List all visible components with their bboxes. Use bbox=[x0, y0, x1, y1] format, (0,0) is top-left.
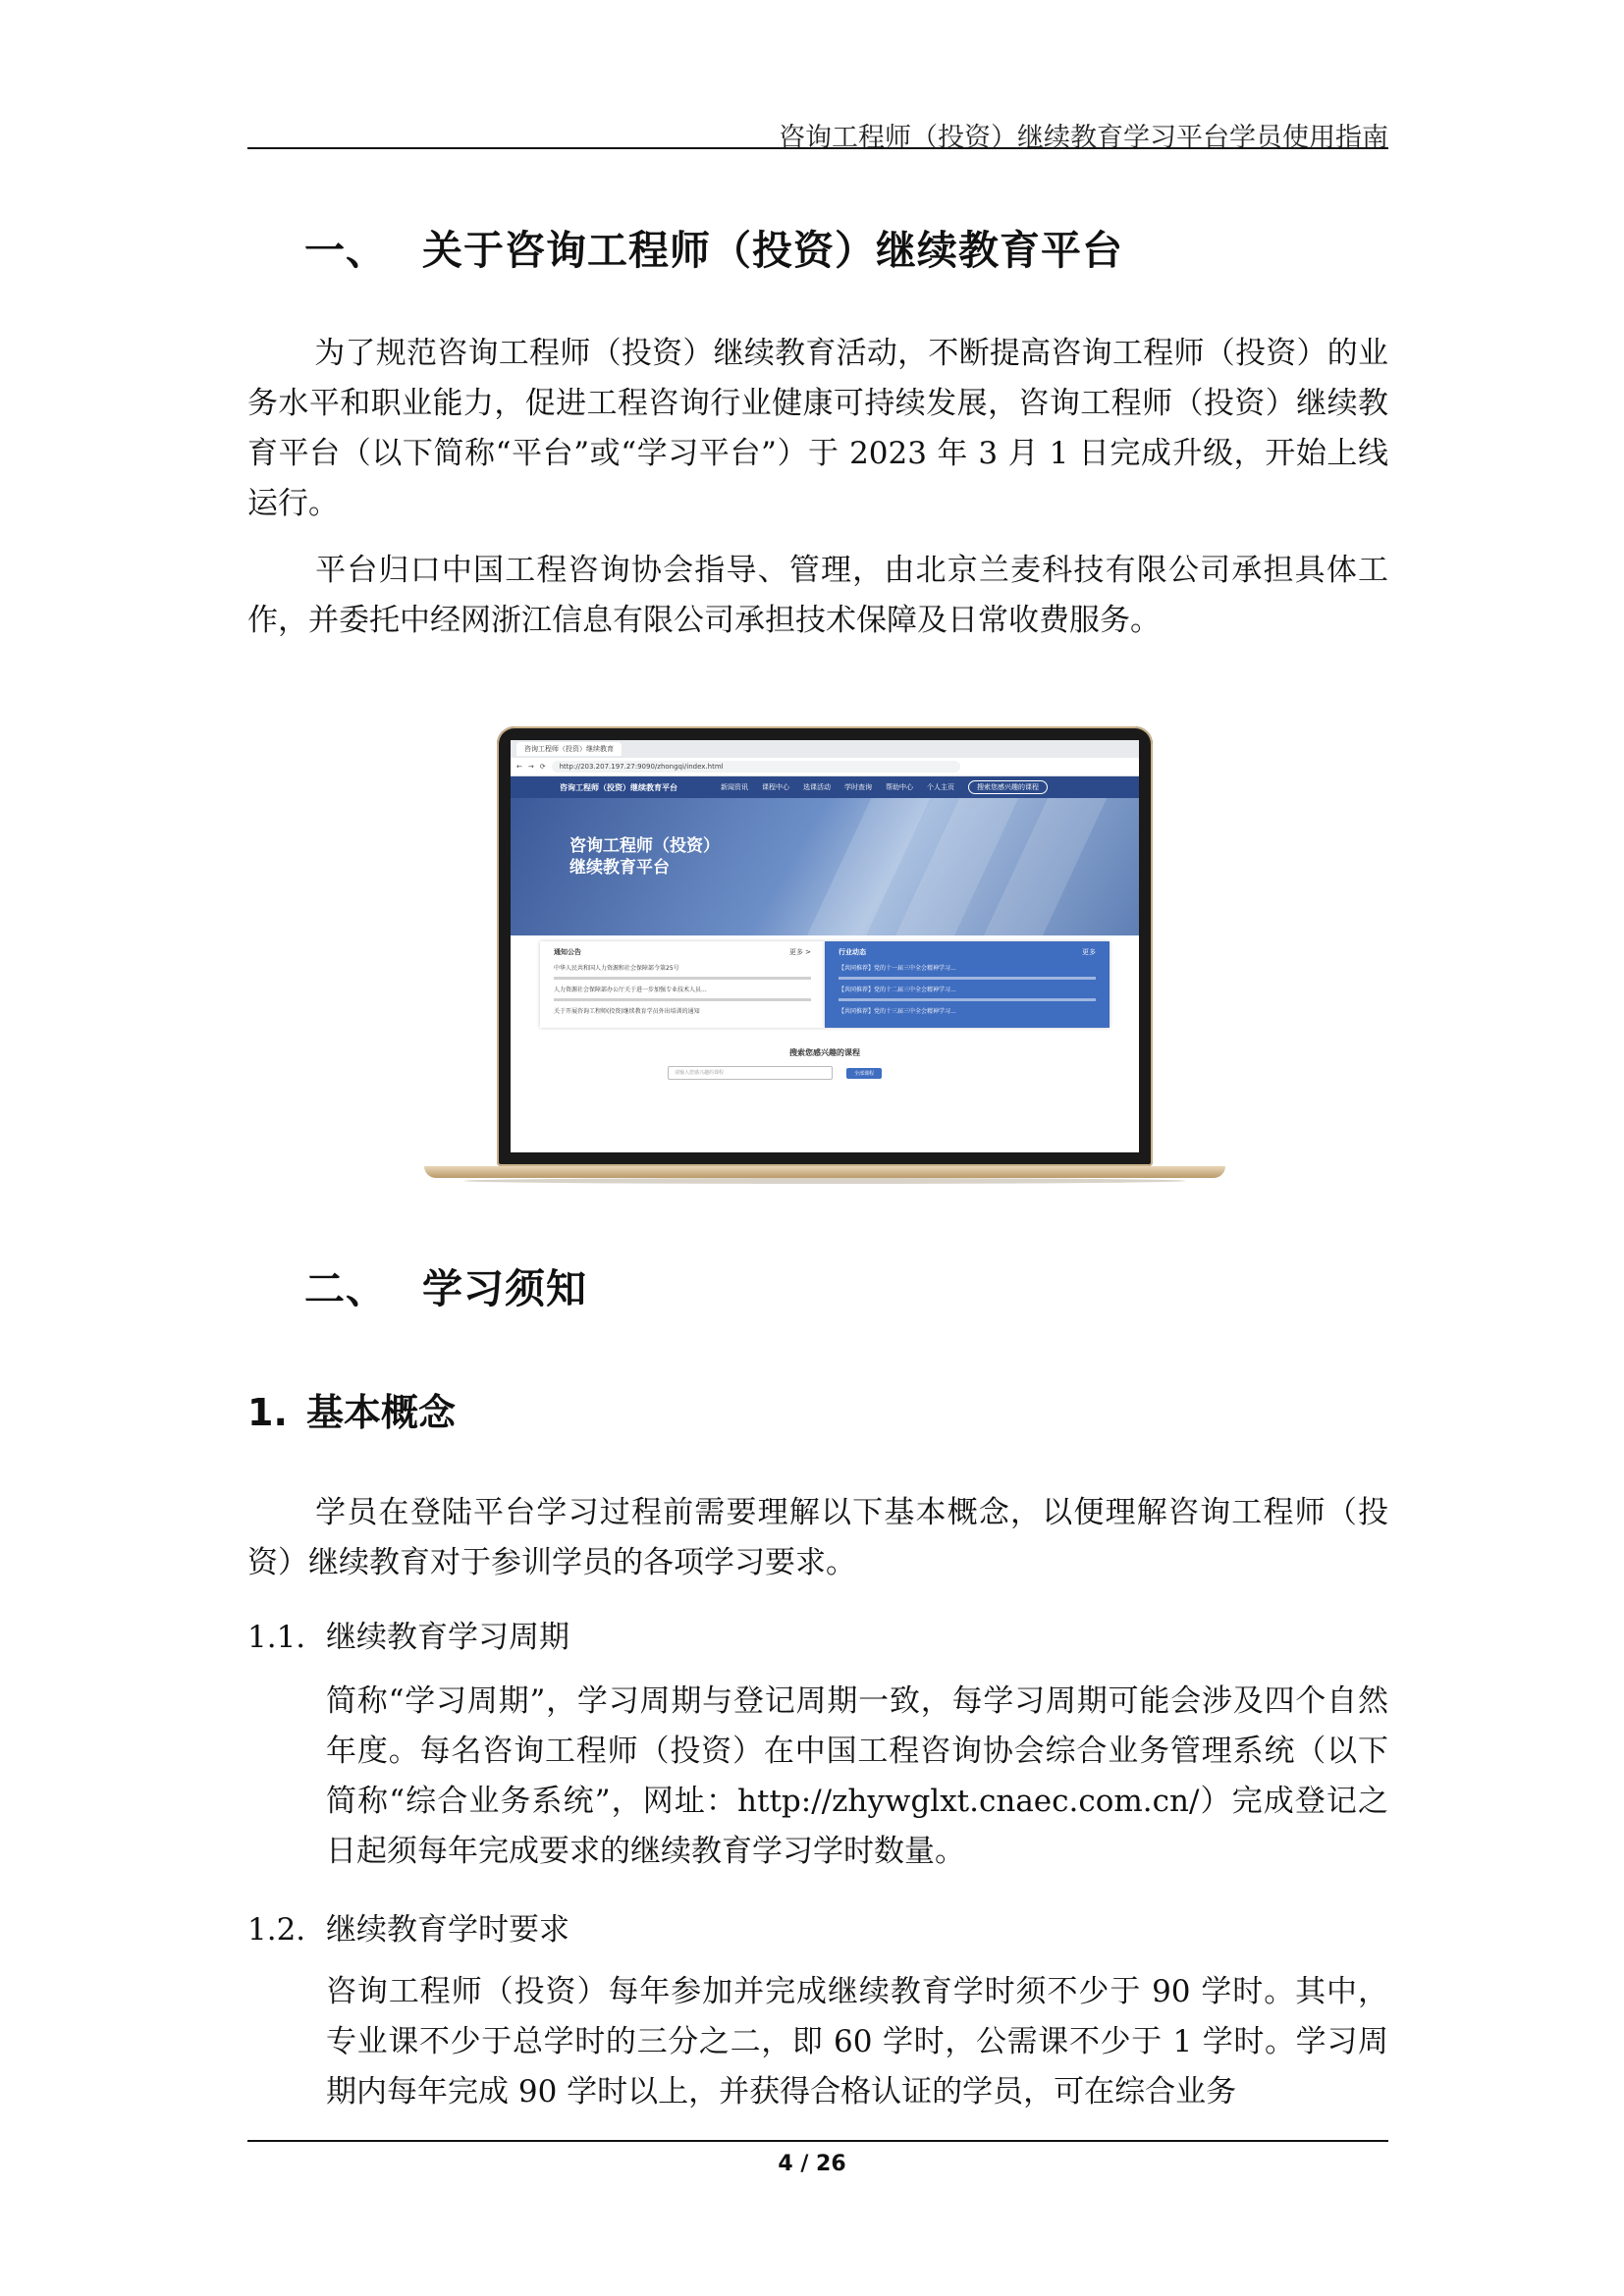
site-search: 搜索您感兴趣的课程 bbox=[968, 780, 1048, 794]
item12-paragraph: 咨询工程师（投资）每年参加并完成继续教育学时须不少于 90 学时。其中，专业课不少于总学时的三分之二，即 60 学时，公需课不少于 1 学时。学习周期内每年完成 90 学时以上，并获得合格认证的学员，可在综合业务 bbox=[326, 1974, 1388, 2109]
browser-tab: 咨询工程师（投资）继续教育 bbox=[516, 742, 622, 756]
course-search-row bbox=[668, 1066, 882, 1080]
section2-number: 二、 bbox=[304, 1265, 387, 1312]
notice-item: 关于开展咨询工程师(投资)继续教育学员外出培训的通知 bbox=[554, 1008, 700, 1015]
section1-para2-text: 平台归口中国工程咨询协会指导、管理，由北京兰麦科技有限公司承担具体工作，并委托中经网浙江信息有限公司承担技术保障及日常收费服务。 bbox=[247, 553, 1388, 638]
notice-panel bbox=[540, 941, 825, 1028]
laptop-screen bbox=[511, 740, 1139, 1152]
notice-more-link: 更多 > bbox=[788, 948, 811, 956]
nav-item: 新闻资讯 bbox=[721, 783, 748, 791]
item11-number: 1.1. bbox=[247, 1620, 306, 1655]
forward-icon: → bbox=[527, 763, 534, 771]
nav-item: 帮助中心 bbox=[886, 783, 913, 791]
laptop-shadow bbox=[463, 1178, 1186, 1184]
nav-item: 学时查询 bbox=[844, 783, 872, 791]
footer-rule bbox=[247, 2140, 1388, 2142]
banner-line1: 咨询工程师（投资） bbox=[569, 836, 720, 856]
nav-item: 个人主页 bbox=[927, 783, 954, 791]
course-search-button: 全部课程 bbox=[846, 1068, 882, 1079]
news-item: 【共同推荐】党的十二届三中全会精神学习... bbox=[839, 987, 956, 993]
section2-title: 学习须知 bbox=[422, 1265, 587, 1312]
site-navbar bbox=[511, 776, 1139, 798]
section1-title: 关于咨询工程师（投资）继续教育平台 bbox=[422, 227, 1123, 274]
url-field: http://203.207.197.27:9090/zhongqi/index.html bbox=[552, 761, 960, 773]
course-search-input: 请输入您感兴趣的课程 bbox=[668, 1066, 833, 1080]
news-panel bbox=[825, 941, 1110, 1028]
notice-item: 中华人民共和国人力资源和社会保障部令第25号 bbox=[554, 965, 679, 972]
section1-paragraph2 bbox=[247, 546, 1388, 646]
section1-heading bbox=[304, 218, 1123, 276]
reload-icon: ⟳ bbox=[539, 763, 546, 771]
section1-paragraph1 bbox=[247, 329, 1388, 529]
subsection1-number: 1. bbox=[247, 1391, 288, 1434]
news-panel-title: 行业动态 bbox=[839, 948, 866, 956]
site-brand: 咨询工程师（投资）继续教育平台 bbox=[560, 782, 677, 792]
news-more-link: 更多 bbox=[1082, 948, 1096, 956]
item12-number: 1.2. bbox=[247, 1912, 306, 1948]
browser-address-bar bbox=[511, 758, 1139, 776]
laptop-base bbox=[424, 1166, 1225, 1178]
section1-para1-text: 为了规范咨询工程师（投资）继续教育活动，不断提高咨询工程师（投资）的业务水平和职业能力，促进工程咨询行业健康可持续发展，咨询工程师（投资）继续教育平台（以下简称“平台”或“学习平台”）于 2023 年 3 月 1 日完成升级，开始上线运行。 bbox=[247, 336, 1388, 521]
header-rule bbox=[247, 147, 1388, 149]
subsection1-para-text: 学员在登陆平台学习过程前需要理解以下基本概念，以便理解咨询工程师（投资）继续教育对于参训学员的各项学习要求。 bbox=[247, 1495, 1388, 1580]
course-search-title: 搜索您感兴趣的课程 bbox=[789, 1048, 860, 1057]
running-header: 咨询工程师（投资）继续教育学习平台学员使用指南 bbox=[779, 123, 1388, 153]
browser-tabbar bbox=[511, 740, 1139, 758]
site-banner bbox=[511, 798, 1139, 935]
notice-panel-title: 通知公告 bbox=[554, 948, 581, 956]
nav-item: 选课活动 bbox=[803, 783, 831, 791]
notice-item: 人力资源社会保障部办公厅关于进一步加强专业技术人员... bbox=[554, 987, 707, 993]
banner-line2: 继续教育平台 bbox=[569, 858, 670, 878]
site-panels bbox=[540, 941, 1110, 1028]
subsection1-paragraph bbox=[247, 1488, 1388, 1588]
subsection1-title: 基本概念 bbox=[306, 1391, 457, 1434]
item11-title: 继续教育学习周期 bbox=[326, 1620, 569, 1655]
page-number: 4 / 26 bbox=[778, 2152, 846, 2176]
subsection1-heading bbox=[247, 1382, 456, 1436]
item12-title: 继续教育学时要求 bbox=[326, 1912, 569, 1948]
news-item: 【共同推荐】党的十三届三中全会精神学习... bbox=[839, 1008, 956, 1015]
news-item: 【共同推荐】党的十一届三中全会精神学习... bbox=[839, 965, 956, 972]
section1-number: 一、 bbox=[304, 227, 387, 274]
item11-paragraph: 简称“学习周期”，学习周期与登记周期一致，每学习周期可能会涉及四个自然年度。每名咨询工程师（投资）在中国工程咨询协会综合业务管理系统（以下简称“综合业务系统”，网址：http://zhywglxt.cnaec.com.cn/）完成登记之日起须每年完成要求的继续教育学习学时数量。 bbox=[326, 1683, 1388, 1869]
back-icon: ← bbox=[516, 763, 522, 771]
item11-heading bbox=[247, 1612, 569, 1656]
section2-heading bbox=[304, 1256, 587, 1314]
platform-screenshot-figure bbox=[424, 726, 1225, 1188]
nav-item: 课程中心 bbox=[762, 783, 789, 791]
item12-heading bbox=[247, 1904, 569, 1949]
